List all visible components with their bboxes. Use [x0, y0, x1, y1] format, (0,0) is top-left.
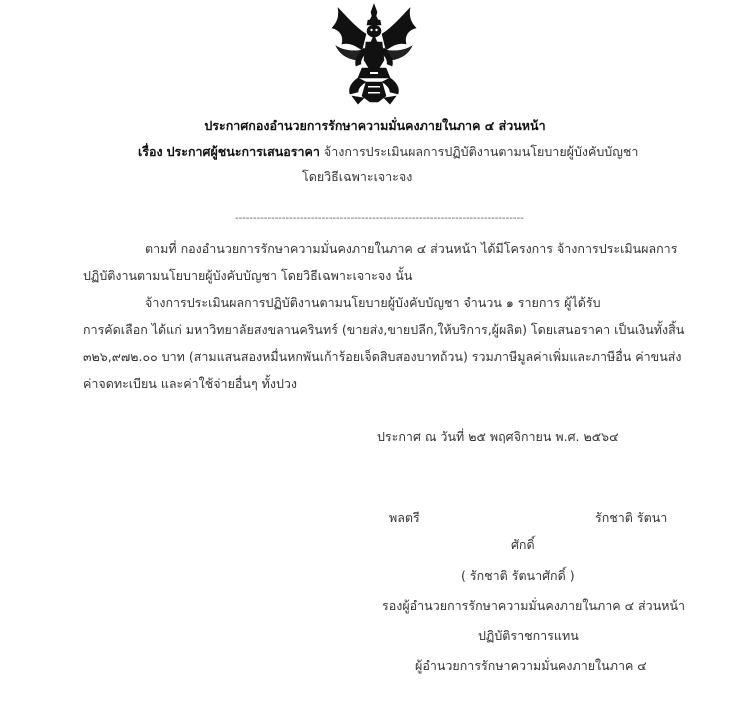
garuda-emblem-icon: [328, 2, 420, 106]
subject-bold: ประกาศผู้ชนะการเสนอราคา: [166, 144, 320, 159]
announcement-date: ประกาศ ณ วันที่ ๒๕ พฤศจิกายน พ.ศ. ๒๕๖๔: [377, 429, 619, 444]
paragraph-1-line-2: ปฏิบัติงานตามนโยบายผู้บังคับบัญชา โดยวิธีเฉพาะเจาะจง นั้น: [83, 268, 413, 283]
signer-full-name: ( รักชาติ รัตนาศักดิ์ ): [461, 568, 575, 583]
director-position: ผู้อำนวยการรักษาความมั่นคงภายในภาค ๔: [415, 658, 647, 673]
procurement-method: โดยวิธีเฉพาะเจาะจง: [302, 169, 413, 184]
paragraph-2-line-3: ๓๒๖,๙๗๒.๐๐ บาท (สามแสนสองหมื่นหกพันเก้าร้อยเจ็ดสิบสองบาทถ้วน) รวมภาษีมูลค่าเพิ่มและภาษีอื่น ค่าขนส่ง: [83, 349, 682, 364]
announcement-title: ประกาศกองอำนวยการรักษาความมั่นคงภายในภาค ๔ ส่วนหน้า: [204, 118, 546, 133]
paragraph-1-line-1: ตามที่ กองอำนวยการรักษาความมั่นคงภายในภาค ๔ ส่วนหน้า ได้มีโครงการ จ้างการประเมินผลการ: [145, 241, 678, 256]
paragraph-2-line-4: ค่าจดทะเบียน และค่าใช้จ่ายอื่นๆ ทั้งปวง: [83, 376, 298, 391]
signer-name-right: รักชาติ รัตนา: [595, 510, 668, 525]
announcement-subject: [138, 142, 638, 162]
signer-position: รองผู้อำนวยการรักษาความมั่นคงภายในภาค ๔ ส่วนหน้า: [382, 598, 686, 613]
subject-label: เรื่อง: [138, 144, 163, 159]
paragraph-2-line-1: จ้างการประเมินผลการปฏิบัติงานตามนโยบายผู้บังคับบัญชา จำนวน ๑ รายการ ผู้ได้รับ: [145, 295, 601, 310]
subject-rest: จ้างการประเมินผลการปฏิบัติงานตามนโยบายผู้บังคับบัญชา: [323, 144, 639, 159]
separator-line: --------------------------------------------------------------------------------: [235, 213, 524, 224]
signer-rank: พลตรี: [389, 510, 420, 525]
acting-on-behalf: ปฏิบัติราชการแทน: [478, 628, 579, 643]
paragraph-2-line-2: การคัดเลือก ได้แก่ มหาวิทยาลัยสงขลานครินทร์ (ขายส่ง,ขายปลีก,ให้บริการ,ผู้ผลิต) โดยเสนอราคา เป็นเงินทั้งสิ้น: [83, 322, 685, 337]
signer-name-continued: ศักดิ์: [511, 537, 535, 552]
